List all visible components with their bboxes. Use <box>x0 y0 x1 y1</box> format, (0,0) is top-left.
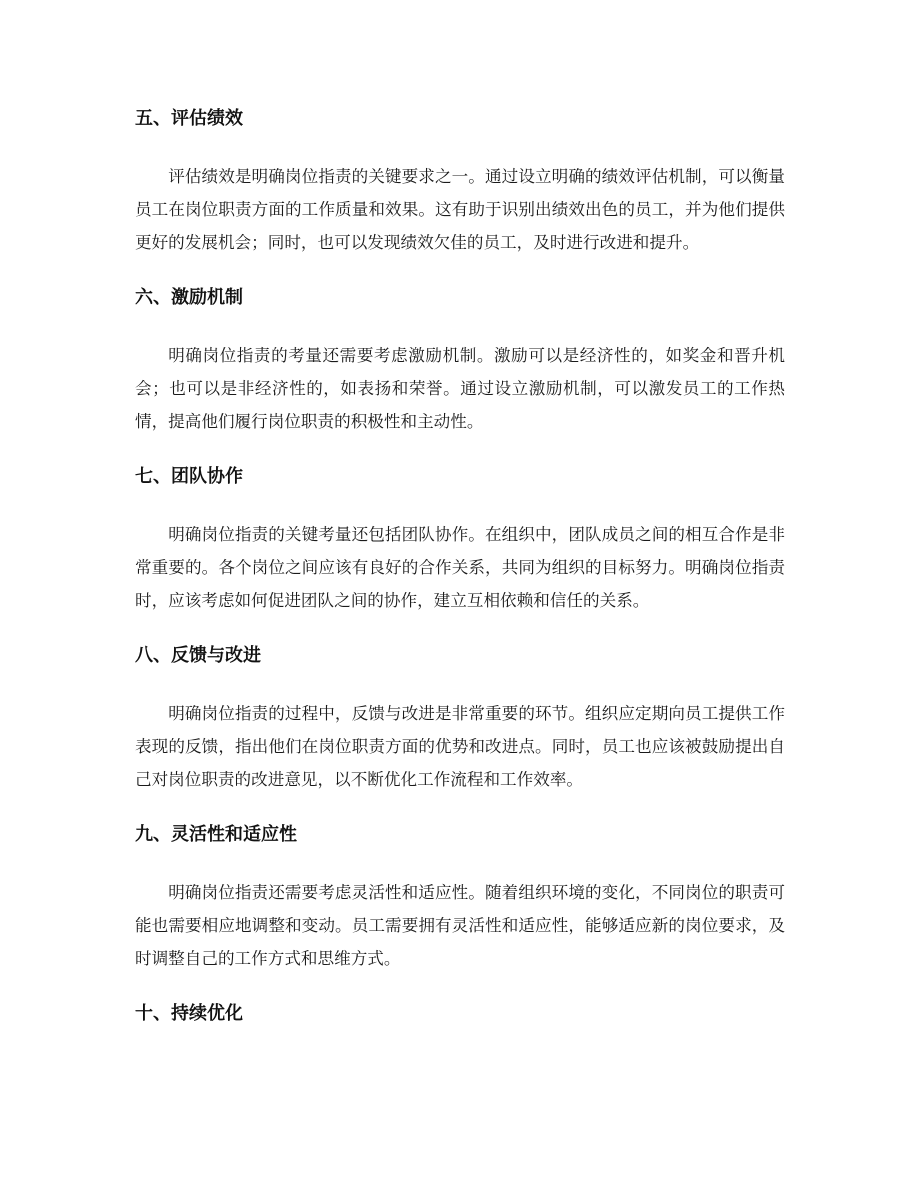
section-heading: 十、持续优化 <box>135 1003 243 1024</box>
section-feedback-improvement <box>135 641 785 796</box>
section-incentive-mechanism <box>135 283 785 438</box>
section-paragraph: 评估绩效是明确岗位指责的关键要求之一。通过设立明确的绩效评估机制，可以衡量员工在岗位职责方面的工作质量和效果。这有助于识别出绩效出色的员工，并为他们提供更好的发展机会；同时，也可以发现绩效欠佳的员工，及时进行改进和提升。 <box>135 167 785 252</box>
section-heading: 六、激励机制 <box>135 287 243 308</box>
section-heading: 八、反馈与改进 <box>135 645 261 666</box>
section-paragraph: 明确岗位指责还需要考虑灵活性和适应性。随着组织环境的变化，不同岗位的职责可能也需要相应地调整和变动。员工需要拥有灵活性和适应性，能够适应新的岗位要求，及时调整自己的工作方式和思维方式。 <box>135 883 785 968</box>
section-heading: 七、团队协作 <box>135 466 243 487</box>
section-team-collaboration <box>135 462 785 617</box>
section-paragraph: 明确岗位指责的过程中，反馈与改进是非常重要的环节。组织应定期向员工提供工作表现的反馈，指出他们在岗位职责方面的优势和改进点。同时，员工也应该被鼓励提出自己对岗位职责的改进意见，以不断优化工作流程和工作效率。 <box>135 704 785 789</box>
section-heading: 九、灵活性和适应性 <box>135 824 297 845</box>
section-paragraph: 明确岗位指责的考量还需要考虑激励机制。激励可以是经济性的，如奖金和晋升机会；也可以是非经济性的，如表扬和荣誉。通过设立激励机制，可以激发员工的工作热情，提高他们履行岗位职责的积极性和主动性。 <box>135 346 785 431</box>
section-heading: 五、评估绩效 <box>135 108 243 129</box>
section-evaluate-performance <box>135 104 785 259</box>
section-continuous-optimization <box>135 999 785 1029</box>
section-flexibility-adaptability <box>135 820 785 975</box>
section-paragraph: 明确岗位指责的关键考量还包括团队协作。在组织中，团队成员之间的相互合作是非常重要的。各个岗位之间应该有良好的合作关系，共同为组织的目标努力。明确岗位指责时，应该考虑如何促进团队之间的协作，建立互相依赖和信任的关系。 <box>135 525 785 610</box>
